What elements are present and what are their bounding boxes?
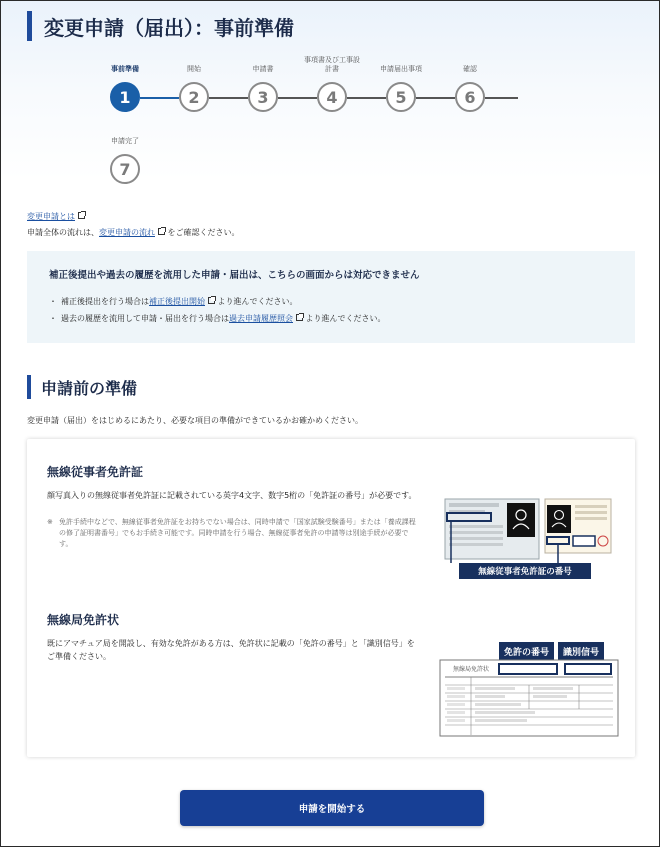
- section-accent-bar: [27, 375, 31, 399]
- operator-license-text: 顔写真入りの無線従事者免許証に記載されている英字4文字、数字5桁の「免許証の番号」が必要です。: [47, 491, 417, 500]
- step-number: 2: [179, 82, 209, 112]
- operator-license-caption: 無線従事者免許証の番号: [459, 563, 591, 579]
- notice-text: 過去の履歴を流用して申請・届出を行う場合は: [61, 314, 229, 323]
- section-description: 変更申請（届出）をはじめるにあたり、必要な項目の準備ができているかお確かめください。: [27, 416, 363, 425]
- step-label: 開始: [187, 65, 201, 73]
- step-5: [380, 65, 422, 112]
- step-number: 7: [110, 154, 140, 184]
- step-label: 申請届出事項: [380, 65, 422, 73]
- past-history-link[interactable]: 過去申請履歴照会: [229, 314, 293, 323]
- note-mark: ※: [47, 518, 53, 526]
- step-number: 4: [317, 82, 347, 112]
- station-license-doc-title: 無線局免許状: [453, 666, 490, 673]
- notice-title: 補正後提出や過去の履歴を流用した申請・届出は、こちらの画面からは対応できません: [49, 270, 420, 281]
- correction-submit-link[interactable]: 補正後提出開始: [149, 297, 205, 306]
- notice-item: [49, 310, 613, 327]
- station-license-image: [439, 659, 619, 737]
- step-connector: [140, 97, 179, 99]
- external-link-icon: [158, 228, 165, 235]
- step-number: 6: [455, 82, 485, 112]
- start-application-button[interactable]: 申請を開始する: [180, 790, 484, 826]
- operator-license-title: 無線従事者免許証: [47, 465, 144, 479]
- external-link-icon: [208, 297, 215, 304]
- step-3: [248, 65, 278, 112]
- license-number-label: 免許の番号: [499, 642, 554, 661]
- call-sign-label: 識別信号: [558, 642, 604, 661]
- step-number: 3: [248, 82, 278, 112]
- step-label: 事前準備: [111, 65, 139, 73]
- step-6: [455, 65, 485, 112]
- change-flow-link[interactable]: 変更申請の流れ: [99, 228, 155, 237]
- note-text: 免許手続中などで、無線従事者免許証をお持ちでない場合は、同時申請で「国家試験受験番号」または「養成課程の修了証明書番号」でもお手続き可能です。同時申請を行う場合、無線従事者免許の申請等は別途手続が必要です。: [59, 518, 416, 548]
- step-number: 5: [386, 82, 416, 112]
- about-change-link[interactable]: 変更申請とは: [27, 212, 75, 221]
- intro-text: をご確認ください。: [167, 228, 240, 237]
- notice-text: 補正後提出を行う場合は: [61, 297, 149, 306]
- notice-text: より進んでください。: [217, 297, 298, 306]
- step-label: 事項書及び工事設計書: [304, 56, 360, 73]
- section-header: [27, 375, 137, 399]
- step-1: [110, 65, 140, 112]
- step-connector: [485, 97, 518, 99]
- external-link-icon: [78, 212, 85, 219]
- step-4: [304, 56, 360, 112]
- station-license-title: 無線局免許状: [47, 613, 120, 627]
- step-label: 申請書: [252, 65, 274, 73]
- external-link-icon: [296, 314, 303, 321]
- intro-text: 申請全体の流れは、: [27, 228, 99, 237]
- step-2: [179, 65, 209, 112]
- title-accent-bar: [27, 11, 32, 41]
- step-connector: [278, 97, 317, 99]
- step-connector: [209, 97, 248, 99]
- step-connector: [347, 97, 386, 99]
- preparation-card: [27, 439, 635, 757]
- notice-item: [49, 293, 613, 310]
- notice-text: より進んでください。: [305, 314, 386, 323]
- intro-block: [27, 209, 240, 241]
- section-title: 申請前の準備: [41, 378, 138, 398]
- step-indicator: [110, 56, 530, 189]
- page-title: 変更申請（届出）：事前準備: [44, 15, 294, 40]
- step-number: 1: [110, 82, 140, 112]
- step-7: [110, 137, 140, 184]
- page-header: [27, 11, 294, 41]
- step-label: 申請完了: [111, 137, 139, 145]
- step-label: 確認: [463, 65, 477, 73]
- operator-license-note: [47, 517, 417, 550]
- step-connector: [416, 97, 455, 99]
- notice-box: [27, 251, 635, 343]
- station-license-text: 既にアマチュア局を開設し、有効な免許がある方は、免許状に記載の「免許の番号」と「識別信号」をご準備ください。: [47, 639, 415, 661]
